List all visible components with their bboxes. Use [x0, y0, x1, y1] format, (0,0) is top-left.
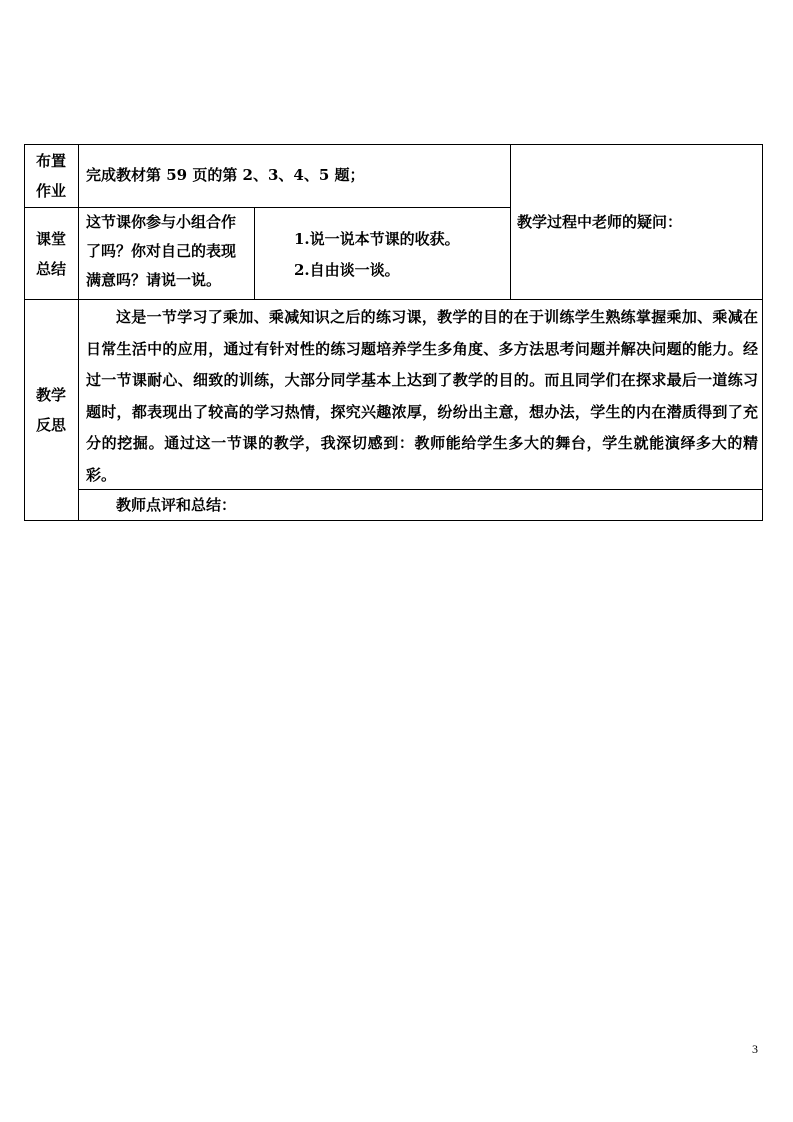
teacher-comment-label: 教师点评和总结：	[116, 496, 237, 514]
summary-prompt: 这节课你参与小组合作 了吗？你对自己的表现 满意吗？请说一说。	[86, 213, 237, 289]
table-border-top	[24, 144, 763, 145]
homework-content: 完成教材第 59 页的第 2、3、4、5 题；	[86, 166, 365, 184]
teacher-questions-heading: 教学过程中老师的疑问：	[517, 213, 683, 231]
homework-label: 布置 作业	[35, 152, 66, 200]
table-border-right	[762, 144, 763, 521]
reflection-label: 教学 反思	[35, 386, 66, 434]
reflection-paragraph: 这是一节学习了乘加、乘减知识之后的练习课，教学的目的在于训练学生熟练掌握乘加、乘减在日常生活中的应用，通过有针对性的练习题培养学生多角度、多方法思考问题并解决问题的能力。经过一节课耐心、细致的训练，大部分同学基本上达到了教学的目的。而且同学们在探求最后一道练习题时，都表现出了较高的学习热情，探究兴趣浓厚，纷纷出主意，想办法，学生的内在潜质得到了充分的挖掘。通过这一节课的教学，我深切感到：教师能给学生多大的舞台，学生就能演绎多大的精彩。	[86, 308, 758, 484]
summary-label: 课堂 总结	[35, 230, 66, 278]
table-divider-summary	[24, 299, 763, 300]
table-divider-questions-column	[510, 144, 511, 300]
summary-item-2: 2.自由谈一谈。	[294, 261, 400, 279]
page-number: 3	[752, 1042, 758, 1056]
summary-item-1: 1.说一说本节课的收获。	[294, 230, 460, 248]
table-divider-label-column	[78, 144, 79, 521]
table-divider-summary-column	[254, 207, 255, 300]
summary-items	[294, 224, 460, 286]
